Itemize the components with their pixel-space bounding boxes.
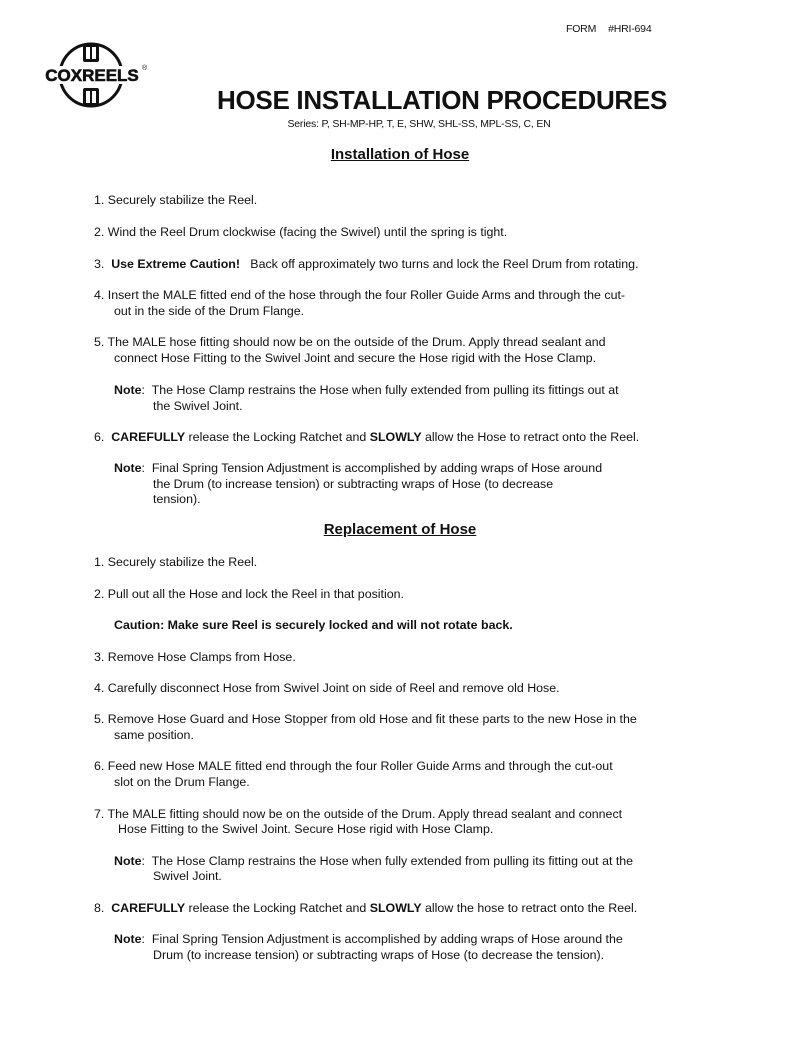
- replace-note-2-text: : Final Spring Tension Adjustment is accomplished by adding wraps of Hose around the: [141, 932, 623, 946]
- install-step-1: 1. Securely stabilize the Reel.: [94, 193, 258, 207]
- install-step-6-end: allow the Hose to retract onto the Reel.: [421, 430, 640, 444]
- install-note-1-line-2: the Swivel Joint.: [153, 399, 243, 413]
- replace-note-1-line-1: [114, 853, 633, 869]
- series-list: Series: P, SH-MP-HP, T, E, SHW, SHL-SS, MPL-SS, C, EN: [287, 118, 551, 130]
- replace-note-2-line-1: [114, 931, 623, 947]
- replace-note-1-label: Note: [114, 854, 142, 868]
- replace-step-8: [94, 900, 637, 916]
- replace-step-5-line-2: same position.: [114, 728, 194, 742]
- replace-note-2-line-2: Drum (to increase tension) or subtracting wraps of Hose (to decrease the tension).: [153, 948, 605, 962]
- install-note-2-label: Note: [114, 461, 142, 475]
- replace-step-5-line-1: 5. Remove Hose Guard and Hose Stopper from old Hose and fit these parts to the new Hose in the: [94, 712, 637, 726]
- install-step-5-line-1: 5. The MALE hose fitting should now be on the outside of the Drum. Apply thread sealant and: [94, 335, 606, 349]
- replace-caution: Caution: Make sure Reel is securely locked and will not rotate back.: [114, 618, 513, 632]
- install-step-3-caution: Use Extreme Caution!: [111, 257, 240, 271]
- install-step-3-text: Back off approximately two turns and lock the Reel Drum from rotating.: [239, 257, 639, 271]
- replace-note-2-label: Note: [114, 932, 142, 946]
- install-note-2-line-1: [114, 460, 602, 476]
- install-note-2-text: : Final Spring Tension Adjustment is accomplished by adding wraps of Hose around: [141, 461, 603, 475]
- install-step-4-line-1: 4. Insert the MALE fitted end of the hose through the four Roller Guide Arms and through the cut-: [94, 288, 626, 302]
- install-note-2-line-2: the Drum (to increase tension) or subtracting wraps of Hose (to decrease: [153, 477, 554, 491]
- replacement-heading: Replacement of Hose: [323, 521, 477, 538]
- replace-step-3: 3. Remove Hose Clamps from Hose.: [94, 650, 296, 664]
- form-label: FORM: [566, 23, 597, 35]
- install-step-3-number: 3.: [94, 257, 112, 271]
- install-step-6-number: 6.: [94, 430, 112, 444]
- replace-step-6-line-2: slot on the Drum Flange.: [114, 775, 250, 789]
- replace-step-8-number: 8.: [94, 901, 112, 915]
- replace-note-1-text: : The Hose Clamp restrains the Hose when fully extended from pulling its fitting out at the: [141, 854, 634, 868]
- replace-step-6-line-1: 6. Feed new Hose MALE fitted end through the four Roller Guide Arms and through the cut-out: [94, 759, 613, 773]
- logo-registered-mark: ®: [142, 65, 148, 72]
- replace-step-8-carefully: CAREFULLY: [111, 901, 186, 915]
- replace-step-7-line-1: 7. The MALE fitting should now be on the outside of the Drum. Apply thread sealant and connect: [94, 807, 623, 821]
- install-step-4-line-2: out in the side of the Drum Flange.: [114, 304, 305, 318]
- form-id: [566, 23, 651, 35]
- replace-step-1: 1. Securely stabilize the Reel.: [94, 555, 258, 569]
- replace-step-8-mid: release the Locking Ratchet and: [185, 901, 370, 915]
- install-note-2-line-3: tension).: [153, 492, 201, 506]
- install-step-6-carefully: CAREFULLY: [111, 430, 186, 444]
- install-step-6-mid: release the Locking Ratchet and: [185, 430, 370, 444]
- install-note-1-label: Note: [114, 383, 142, 397]
- replace-step-8-slowly: SLOWLY: [369, 901, 422, 915]
- install-step-5-line-2: connect Hose Fitting to the Swivel Joint and secure the Hose rigid with the Hose Clamp.: [114, 351, 597, 365]
- replace-step-2: 2. Pull out all the Hose and lock the Reel in that position.: [94, 587, 404, 601]
- replace-step-4: 4. Carefully disconnect Hose from Swivel Joint on side of Reel and remove old Hose.: [94, 681, 560, 695]
- install-step-3: [94, 256, 639, 272]
- page-title: HOSE INSTALLATION PROCEDURES: [217, 85, 667, 115]
- form-number: #HRI-694: [608, 23, 652, 35]
- install-note-1-text: : The Hose Clamp restrains the Hose when fully extended from pulling its fittings out at: [141, 383, 619, 397]
- replace-step-8-end: allow the hose to retract onto the Reel.: [421, 901, 638, 915]
- install-step-2: 2. Wind the Reel Drum clockwise (facing the Swivel) until the spring is tight.: [94, 225, 508, 239]
- install-step-6-slowly: SLOWLY: [369, 430, 422, 444]
- install-step-6: [94, 429, 639, 445]
- logo-brand-text: COXREELS: [45, 66, 139, 85]
- installation-heading: Installation of Hose: [330, 146, 470, 163]
- replace-note-1-line-2: Swivel Joint.: [153, 869, 222, 883]
- replace-step-7-line-2: Hose Fitting to the Swivel Joint. Secure Hose rigid with Hose Clamp.: [118, 822, 494, 836]
- install-note-1-line-1: [114, 382, 619, 398]
